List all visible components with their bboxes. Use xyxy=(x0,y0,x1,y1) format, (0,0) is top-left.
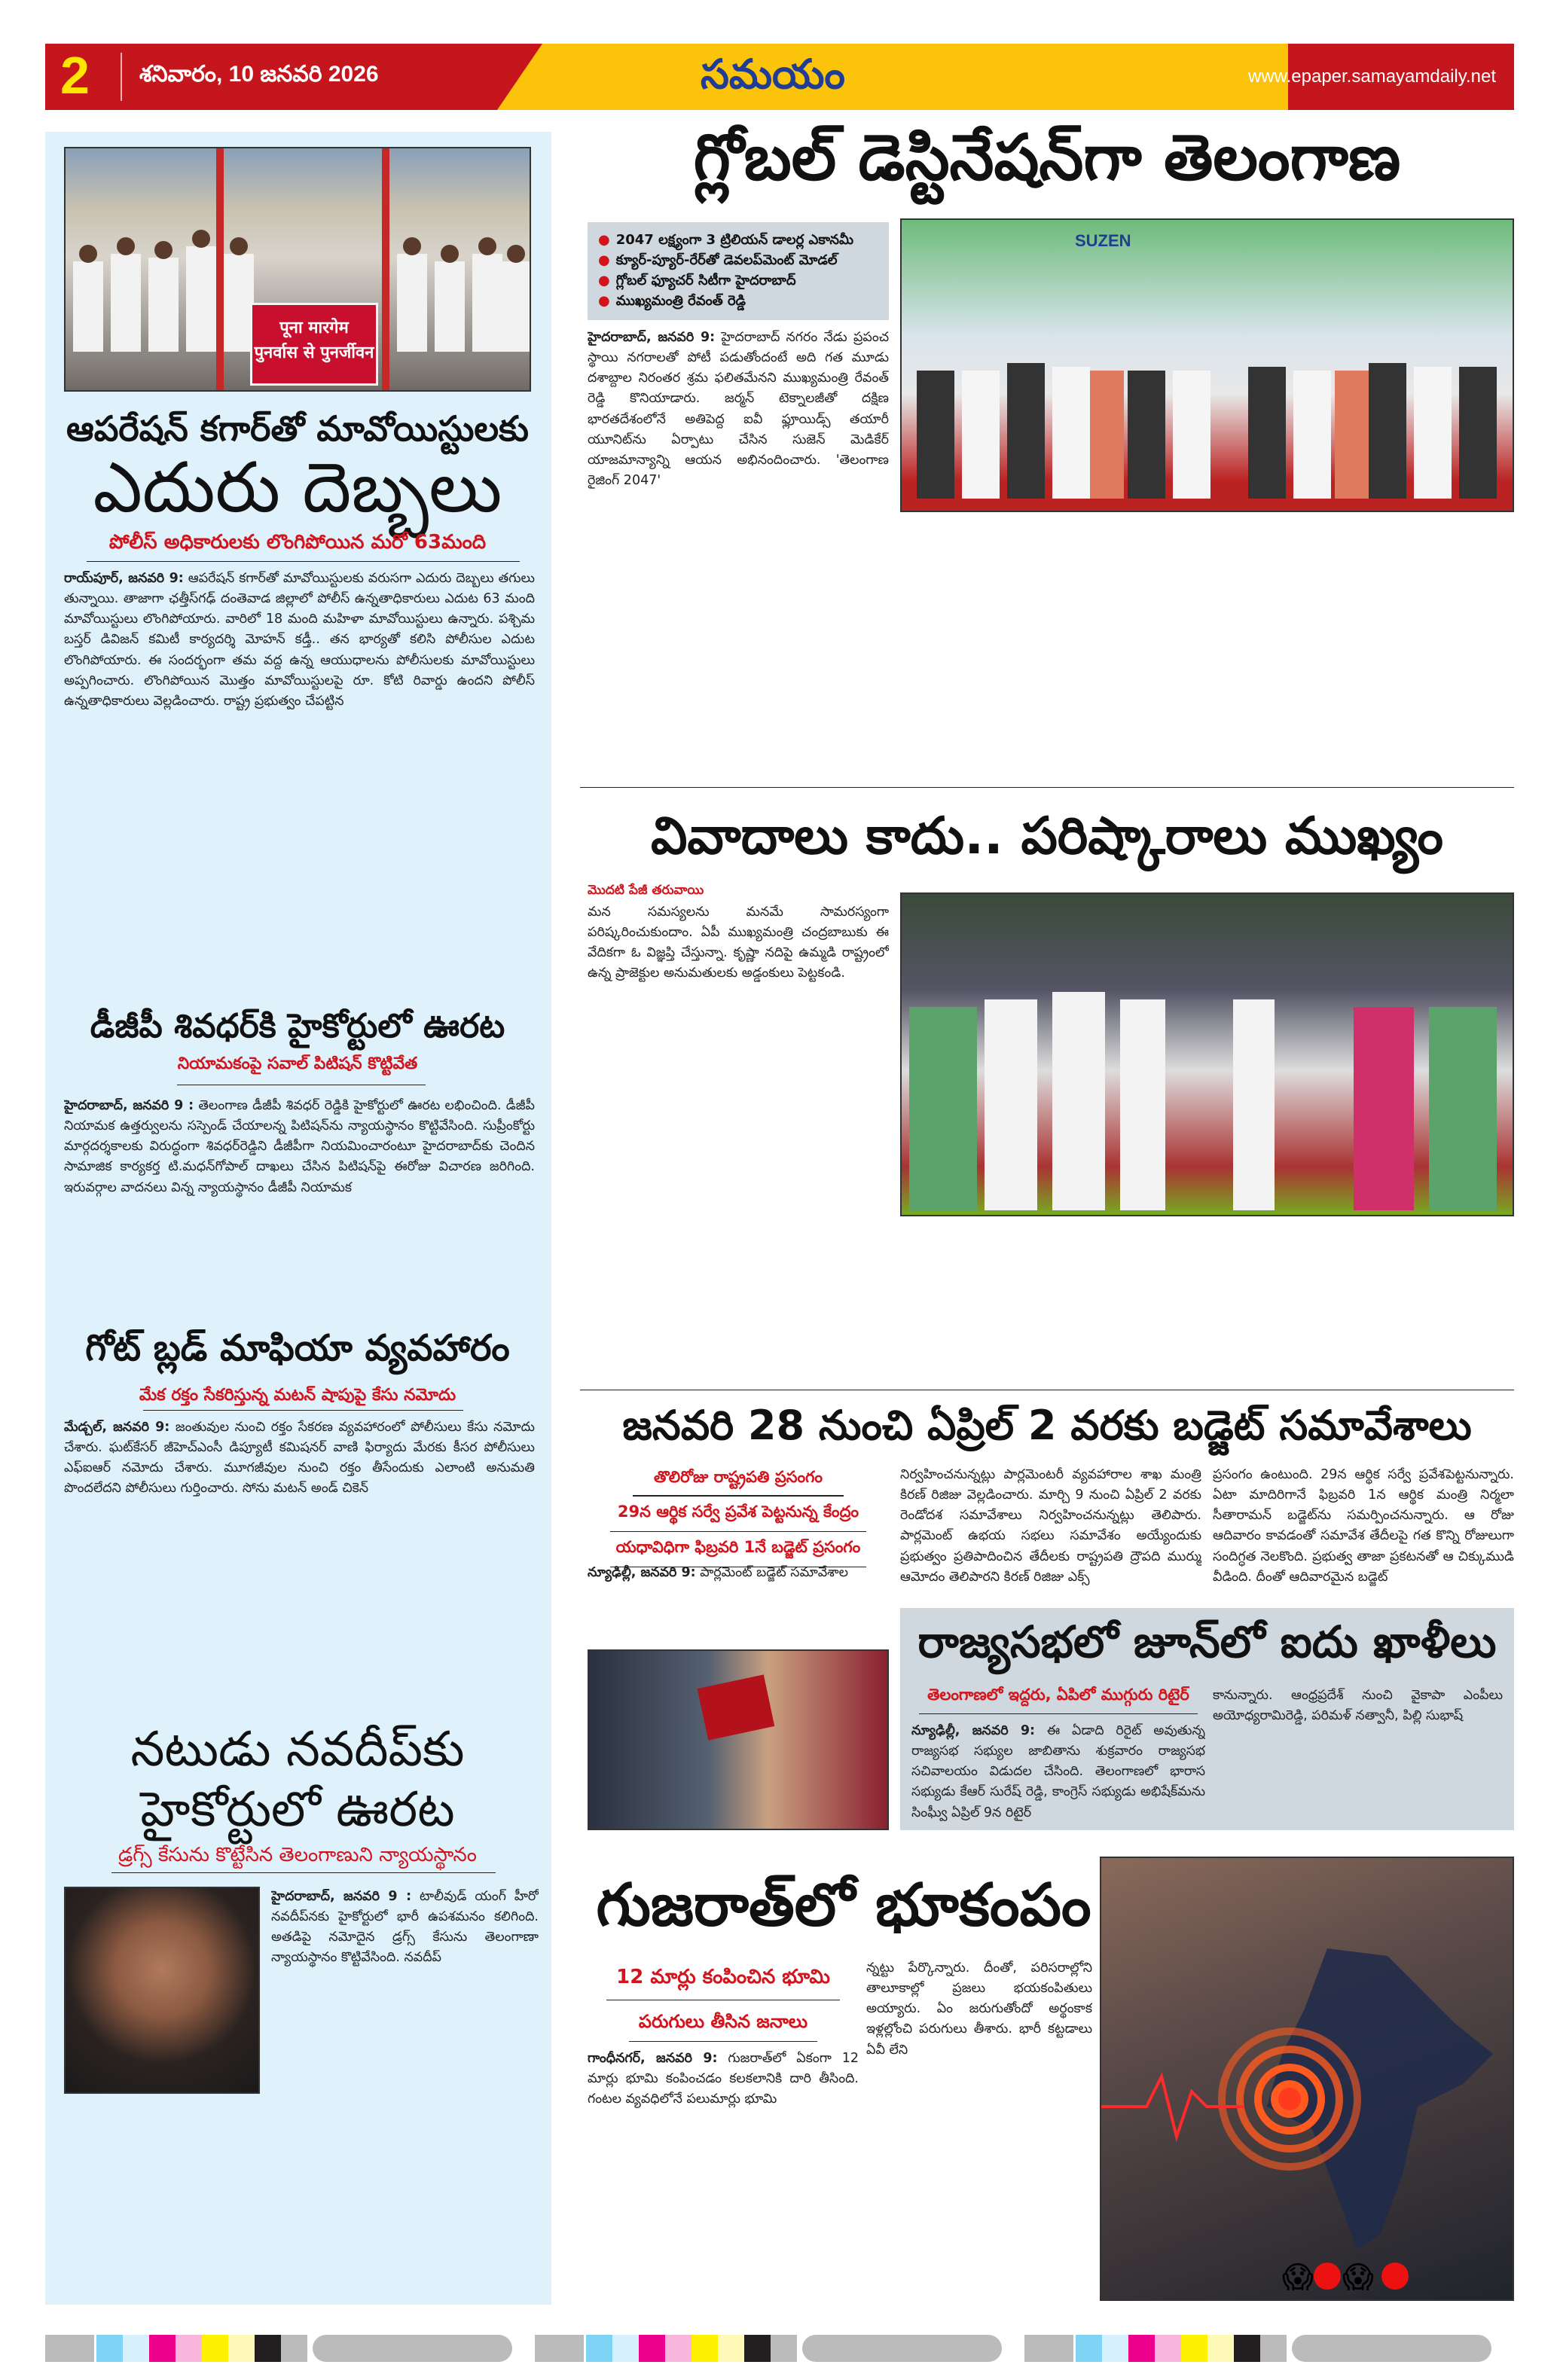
issue-date: శనివారం, 10 జనవరి 2026 xyxy=(139,62,379,87)
dignitaries-illustration xyxy=(902,220,1514,512)
disputes-article-body: మన సమస్యలను మనమే సామరస్యంగా పరిష్కరించుకుందాం. ఏపీ ముఖ్యమంత్రి చంద్రబాబుకు ఈ వేదికగా ఓ విజ్ఞప్తి చేస్తున్నా. కృష్ణా నదిపై ఉమ్మడి రాష్ట్రంలో ఉన్న ప్రాజెక్టుల అనుమతులకు అడ్డంకులు పెట్టకండి. xyxy=(588,905,889,981)
divider xyxy=(919,1713,1198,1714)
continued-label: మొదటి పేజీ తరువాయి xyxy=(588,883,704,898)
dgp-headline: డీజీపీ శివధర్‌కి హైకోర్టులో ఊరట xyxy=(90,1007,505,1045)
divider xyxy=(111,1872,496,1873)
dateline: న్యూఢిల్లీ, జనవరి 9: xyxy=(588,1565,696,1580)
banner-line: पुनर्वास से पुनर्जीवन xyxy=(254,343,374,362)
article-text: టాలీవుడ్ యంగ్ హీరో నవదీప్‌నకు హైకోర్టులో భారీ ఉపశమనం కలిగింది. అతడిపై నమోదైన డ్రగ్స్ కేసును తెలంగాణా న్యాయస్థానం కొట్టివేసింది. నవదీప్ xyxy=(271,1889,539,1966)
divider xyxy=(633,1495,844,1497)
surrender-photo xyxy=(64,147,531,392)
rajyasabha-headline: రాజ్యసభలో జూన్‌లో ఐదు ఖాళీలు xyxy=(917,1616,1497,1668)
rajyasabha-article-body xyxy=(911,1721,1205,1823)
highlight-item: ● గ్లోబల్ ఫ్యూచర్ సిటీగా హైదరాబాద్ xyxy=(598,273,796,288)
dateline: హైదరాబాద్, జనవరి 9 : xyxy=(271,1889,412,1904)
navdeep-headline-1: నటుడు నవదీప్‌కు xyxy=(130,1722,465,1777)
budget-briefcase xyxy=(698,1674,775,1740)
earthquake-graphic xyxy=(1100,1857,1514,2301)
page-header xyxy=(45,44,1514,110)
suzen-event-photo xyxy=(900,218,1514,512)
epaper-url[interactable]: www.epaper.samayamdaily.net xyxy=(1247,66,1496,87)
budget-col3: ప్రసంగం ఉంటుంది. 29న ఆర్థిక సర్వే ప్రవేశపెట్టనున్నారు. ఏటా మాదిరిగానే ఫిబ్రవరి 1న ఆర్థిక మంత్రి నిర్మలా సీతారామన్ బడ్జెట్‌ను సమర్పించనున్నారు. ఆ రోజు ఆదివారం కావడంతో సమావేశ తేదీలపై గత కొన్ని రోజులుగా సందిగ్ధత నెలకొంది. ప్రభుత్వ తాజా ప్రకటనతో ఆ చిక్కుముడి వీడింది. దీంతో ఆదివారమైన బడ్జెట్ xyxy=(1213,1467,1514,1585)
highlight-item: ● క్యూర్-ప్యూర్-రేర్‌తో డెవలప్‌మెంట్ మోడల్ xyxy=(598,252,838,268)
global-headline: గ్లోబల్ డెస్టినేషన్‌గా తెలంగాణ xyxy=(693,121,1401,194)
print-color-bars xyxy=(45,2335,1514,2362)
gujarat-subhead: 12 మార్లు కంపించిన భూమి xyxy=(616,1966,830,1988)
budget-subhead: 29న ఆర్థిక సర్వే ప్రవేశ పెట్టనున్న కేంద్రం xyxy=(617,1503,859,1521)
highlight-item: ● 2047 లక్ష్యంగా 3 ట్రిలియన్ డాలర్ల ఎకానమీ xyxy=(598,232,854,248)
cm-meeting-photo xyxy=(900,892,1514,1216)
goat-article-body xyxy=(64,1417,535,1711)
article-text: పార్లమెంట్ బడ్జెట్ సమావేశాల xyxy=(700,1565,848,1580)
gujarat-col2: న్నట్టు పేర్కొన్నారు. దీంతో, పరిసరాల్లోని తాలూకాల్లో ప్రజలు భయకంపితులు అయ్యారు. ఏం జరుగుతోందో అర్థంకాక ఇళ్లల్లోంచి పరుగులు తీశారు. భారీ కట్టడాలు ఏవీ లేని xyxy=(866,1960,1092,2058)
dateline: హైదరాబాద్, జనవరి 9 : xyxy=(64,1098,194,1113)
budget-subheads xyxy=(588,1465,889,1569)
article-text: గుజరాత్‌లో ఏకంగా 12 మార్లు భూమి కంపించడం కలకలానికి దారి తీసింది. గంటల వ్యవధిలోనే పలుమార్లు భూమి xyxy=(588,2051,859,2107)
suzen-sign: SUZEN xyxy=(1075,231,1131,250)
maoist-kicker: ఆపరేషన్ కగార్‌తో మావోయిస్టులకు xyxy=(66,408,529,449)
navdeep-article-body xyxy=(271,1887,539,2094)
india-map-quake-icon xyxy=(1101,1858,1514,2301)
navdeep-portrait xyxy=(64,1887,260,2094)
disputes-headline: వివాదాలు కాదు.. పరిష్కారాలు ముఖ్యం xyxy=(650,807,1444,866)
divider xyxy=(610,1531,866,1532)
navdeep-subhead: డ్రగ్స్ కేసును కొట్టేసిన తెలంగాణుని న్యాయస్థానం xyxy=(118,1844,477,1866)
article-text: జంతువుల నుంచి రక్తం సేకరణ వ్యవహారంలో పోలీసులు కేసు నమోదు చేశారు. ఘట్‌కేసర్ జీహెచ్‌ఎంసీ డిప్యూటీ కమిషనర్ వాణి ఫిర్యాదు మేరకు కీసర పోలీసులు ఎఫ్ఐఆర్ నమోదు చేశారు. మూగజీవుల నుంచి రక్తం తీసేందుకు ఎలాంటి అనుమతి పొందలేదని పోలీసులు గుర్తించారు. సోను మటన్ అండ్ చికెన్ xyxy=(64,1420,535,1497)
page-number: 2 xyxy=(60,46,90,105)
masthead-logo: సమయం xyxy=(701,52,845,97)
article-text: హైదరాబాద్ నగరం నేడు ప్రపంచ స్థాయి నగరాలతో పోటీ పడుతోందంటే అది గత మూడు దశాబ్దాల నిరంతర శ్రమ ఫలితమేనని ముఖ్యమంత్రి రేవంత్ రెడ్డి కొనియాడారు. జర్మన్ టెక్నాలజీతో దక్షిణ భారతదేశంలోనే అతిపెద్ద ఐవీ ఫ్లూయిడ్స్ తయారీ యూనిట్‌ను ఏర్పాటు చేసిన సుజెన్ మెడికేర్ యాజమాన్యాన్ని ఆయన అభినందించారు. 'తెలంగాణ రైజింగ్ 2047' xyxy=(588,330,889,488)
divider xyxy=(143,1410,463,1411)
dateline: హైదరాబాద్, జనవరి 9: xyxy=(588,330,716,345)
article-text: ఈ ఏడాది రిరైట్ అవుతున్న రాజ్యసభ సభ్యుల జాబితాను శుక్రవారం రాజ్యసభ సచివాలయం విడుదల చేసింది. తెలంగాణలో భారాస సభ్యుడు కేఆర్ సురేష్ రెడ్డి, కాంగ్రెస్ సభ్యుడు అభిషేక్‌మను సింఘ్వీ ఏప్రిల్ 9న రిటైర్ xyxy=(911,1723,1205,1820)
finance-minister-photo xyxy=(588,1649,889,1830)
gujarat-subhead: పరుగులు తీసిన జనాలు xyxy=(638,2011,808,2032)
article-text: ఆపరేషన్ కగార్‌తో మావోయిస్టులకు వరుసగా ఎదురు దెబ్బలు తగులు తున్నాయి. తాజాగా ఛత్తీస్‌గఢ్ దంతెవాడ జిల్లాలో పోలీస్ ఉన్నతాధికారులు ఎదుట 63 మంది మావోయిస్టులు లొంగిపోయారు. వారిలో 18 మంది మహిళా మావోయిస్టులు ఉన్నారు. పశ్చిమ బస్తర్ డివిజన్ కమిటీ కార్యదర్శి మోహన్ కడ్తీ.. తన భార్యతో కలిసి పోలీసుల ఎదుట లొంగిపోయారు. ఈ సందర్భంగా తమ వద్ద ఉన్న ఆయుధాలను పోలీసులకు మావోయిస్టులు అప్పగించారు. లొంగిపోయిన మొత్తం మావోయిస్టులపై రూ. కోటి రివార్డు ఉందని పోలీస్ ఉన్నతాధికారులు వెల్లడించారు. రాష్ట్ర ప్రభుత్వం చేపట్టిన xyxy=(64,571,535,709)
global-article-body xyxy=(588,328,889,780)
dateline: మేడ్చల్, జనవరి 9: xyxy=(64,1420,170,1435)
rehab-banner xyxy=(250,303,378,386)
budget-col2: నిర్వహించనున్నట్లు పార్లమెంటరీ వ్యవహారాల శాఖ మంత్రి కిరణ్ రిజిజు వెల్లడించారు. మార్చి 9 నుంచి ఏప్రిల్ 2 వరకు రెండోదశ సమావేశాలు నిర్వహించనున్నట్లు తెలిపారు. పార్లమెంట్ ఉభయ సభలు సమావేశం అయ్యేందుకు ప్రభుత్వం ప్రతిపాదించిన తేదీలకు రాష్ట్రపతి ద్రౌపది ముర్ము ఆమోదం తెలిపారని కిరణ్ రిజిజు ఎక్స్ xyxy=(900,1467,1201,1585)
dateline: రాయ్‌పూర్, జనవరి 9: xyxy=(64,571,184,586)
divider xyxy=(87,561,520,562)
gujarat-article-body xyxy=(588,2049,859,2301)
divider xyxy=(580,787,1514,788)
budget-subhead: తొలిరోజు రాష్ట్రపతి ప్రసంగం xyxy=(653,1468,823,1486)
header-yellow-band xyxy=(497,44,1288,110)
maoist-headline: ఎదురు దెబ్బలు xyxy=(93,447,502,528)
maoist-subhead: పోలీస్ అధికారులకు లొంగిపోయిన మరో 63మంది xyxy=(108,531,487,554)
dgp-subhead: నియామకంపై సవాల్ పిటిషన్ కొట్టివేత xyxy=(177,1054,418,1073)
leaders-illustration xyxy=(902,894,1514,1216)
budget-subhead: యధావిధిగా ఫిబ్రవరి 1నే బడ్జెట్ ప్రసంగం xyxy=(615,1538,861,1556)
goat-subhead: మేక రక్తం సేకరిస్తున్న మటన్ షాపుపై కేసు నమోదు xyxy=(139,1386,456,1405)
divider xyxy=(121,53,122,101)
rajyasabha-subhead: తెలంగాణలో ఇద్దరు, ఏపిలో ముగ్గురు రిటైర్ xyxy=(927,1686,1189,1704)
rajyasabha-col2: కానున్నారు. ఆంధ్రప్రదేశ్ నుంచి వైకాపా ఎంపీలు అయోధ్యరామిరెడ్డి, పరిమళ్ నత్వానీ, పిల్లి సుభాష్ xyxy=(1213,1688,1503,1724)
gujarat-headline: గుజరాత్‌లో భూకంపం xyxy=(596,1872,1091,1939)
global-highlights-box xyxy=(588,222,889,320)
maoist-article-body xyxy=(64,569,535,994)
highlight-item: ● ముఖ్యమంత్రి రేవంత్ రెడ్డి xyxy=(598,293,746,309)
article-text: తెలంగాణ డీజీపీ శివధర్ రెడ్డికి హైకోర్టులో ఊరట లభించింది. డీజీపీ నియామక ఉత్తర్వులను సస్పెండ్ చేయాలన్న పిటిషన్‌ను న్యాయస్థానం కొట్టివేసింది. సుప్రీంకోర్టు మార్గదర్శకాలకు విరుద్ధంగా శివధర్‌రెడ్డిని డీజీపీగా నియమించారంటూ హైదరాబాద్‌కు చెందిన సామాజిక కార్యకర్త టి.మధన్‌గోపాల్ దాఖలు చేసిన పిటిషన్‌పై ఈరోజు విచారణ జరిగింది. ఇరువర్గాల వాదనలు విన్న న్యాయస్థానం డీజీపీ నియామక xyxy=(64,1098,535,1195)
budget-article-body xyxy=(588,1563,889,1642)
budget-headline: జనవరి 28 నుంచి ఏప్రిల్ 2 వరకు బడ్జెట్ సమావేశాలు xyxy=(622,1402,1472,1449)
dateline: గాంధీనగర్, జనవరి 9: xyxy=(588,2051,718,2066)
svg-text:😱: 😱 xyxy=(1282,2260,1314,2295)
banner-line: पूना मारगेम xyxy=(279,319,349,337)
divider xyxy=(629,2041,817,2042)
dgp-article-body xyxy=(64,1096,535,1314)
navdeep-headline-2: హైకోర్టులో ఊరట xyxy=(140,1782,455,1838)
goat-headline: గోట్ బ్లడ్ మాఫియా వ్యవహారం xyxy=(85,1327,510,1369)
dateline: న్యూఢిల్లీ, జనవరి 9: xyxy=(911,1723,1036,1738)
svg-text:😱: 😱 xyxy=(1342,2260,1374,2295)
